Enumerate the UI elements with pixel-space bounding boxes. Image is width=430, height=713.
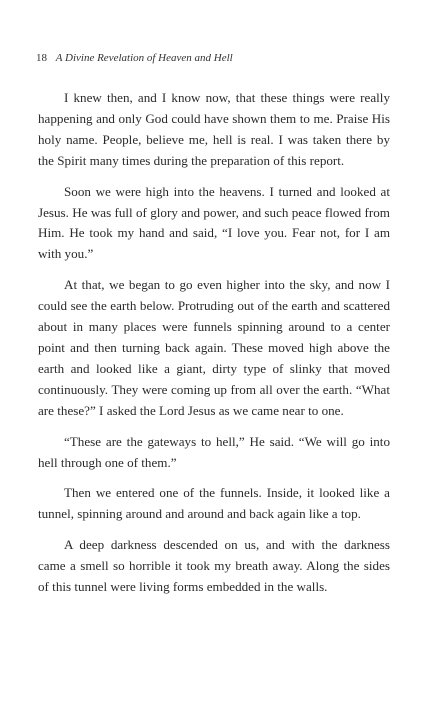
- book-title: A Divine Revelation of Heaven and Hell: [55, 52, 233, 64]
- paragraph-6: A deep darkness descended on us, and with the darkness came a smell so horrible it took my breath away. Along the sides of this tunnel were living forms embedded in the walls.: [38, 537, 390, 595]
- paragraph-1: I knew then, and I know now, that these things were really happening and only God could have shown them to me. Praise His holy name. People, believe me, hell is real. I was taken there by the Spirit many times during the preparation of this report.: [38, 90, 390, 168]
- body-text: [38, 88, 390, 608]
- paragraph-4: “These are the gateways to hell,” He said. “We will go into hell through one of them.”: [38, 433, 390, 470]
- paragraph-5: Then we entered one of the funnels. Inside, it looked like a tunnel, spinning around and around and back again like a top.: [38, 485, 390, 522]
- running-header: [36, 52, 233, 65]
- paragraph-3: At that, we began to go even higher into the sky, and now I could see the earth below. Protruding out of the earth and scattered about in many places were funnels spinning around to a center point and then turning back again. These moved high above the earth and looked like a giant, dirty type of slinky that moved continuously. They were coming up from all over the earth. “What are these?” I asked the Lord Jesus as we came near to one.: [38, 277, 390, 418]
- page-number: 18: [36, 52, 47, 64]
- paragraph-2: Soon we were high into the heavens. I turned and looked at Jesus. He was full of glory and power, and such peace flowed from Him. He took my hand and said, “I love you. Fear not, for I am with you.”: [38, 183, 390, 262]
